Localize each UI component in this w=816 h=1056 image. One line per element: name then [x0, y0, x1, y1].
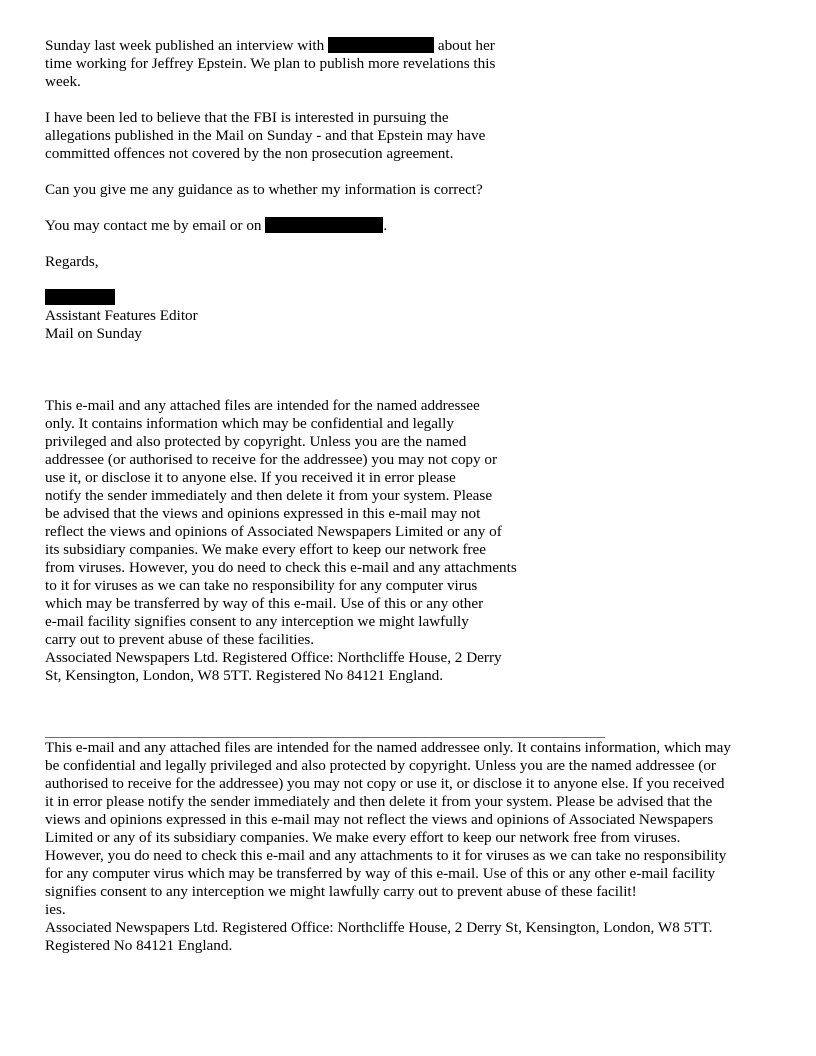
disclaimer-line: reflect the views and opinions of Associated Newspapers Limited or any of: [45, 523, 502, 540]
disclaimer-line: to it for viruses as we can take no responsibility for any computer virus: [45, 577, 478, 594]
disclaimer-wide: [45, 739, 731, 955]
registered-office-line: Associated Newspapers Ltd. Registered Office: Northcliffe House, 2 Derry St, Kensington, London, W8 5TT.: [45, 919, 713, 936]
disclaimer-line: for any computer virus which may be transferred by way of this e-mail. Use of this or any other e-mail facility: [45, 865, 716, 882]
disclaimer-narrow: [45, 397, 517, 685]
disclaimer-line: be confidential and legally privileged and also protected by copyright. Unless you are the named addressee (or: [45, 757, 716, 774]
separator-rule: [45, 737, 605, 738]
disclaimer-line: be advised that the views and opinions expressed in this e-mail may not: [45, 505, 481, 522]
registered-office-line: St, Kensington, London, W8 5TT. Registered No 84121 England.: [45, 667, 444, 684]
redaction-box: [328, 37, 434, 53]
fbi-line-1: I have been led to believe that the FBI is interested in pursuing the: [45, 109, 449, 126]
contact-after: .: [383, 217, 388, 234]
disclaimer-line: its subsidiary companies. We make every effort to keep our network free: [45, 541, 487, 558]
question-paragraph: [45, 181, 483, 199]
disclaimer-line: This e-mail and any attached files are intended for the named addressee: [45, 397, 480, 414]
intro-line-1-before: Sunday last week published an interview with: [45, 37, 329, 54]
disclaimer-line: use it, or disclose it to anyone else. If you received it in error please: [45, 469, 456, 486]
intro-paragraph: [45, 37, 495, 91]
disclaimer-line: views and opinions expressed in this e-mail may not reflect the views and opinions of Associated Newspapers: [45, 811, 714, 828]
registered-office-line: Registered No 84121 England.: [45, 937, 233, 954]
contact-paragraph: [45, 217, 387, 235]
signature-name-line: [45, 289, 198, 307]
disclaimer-line: from viruses. However, you do need to check this e-mail and any attachments: [45, 559, 517, 576]
disclaimer-line: it in error please notify the sender immediately and then delete it from your system. Please be advised that the: [45, 793, 713, 810]
signature-block: [45, 289, 198, 343]
signature-title: Assistant Features Editor: [45, 307, 198, 324]
question-line: Can you give me any guidance as to whether my information is correct?: [45, 181, 483, 198]
redaction-box: [265, 217, 383, 233]
registered-office-line: Associated Newspapers Ltd. Registered Office: Northcliffe House, 2 Derry: [45, 649, 502, 666]
intro-line-1-after: about her: [434, 37, 495, 54]
disclaimer-line: e-mail facility signifies consent to any interception we might lawfully: [45, 613, 469, 630]
intro-line-2: time working for Jeffrey Epstein. We plan to publish more revelations this: [45, 55, 496, 72]
contact-line: [45, 217, 387, 235]
fbi-line-3: committed offences not covered by the non prosecution agreement.: [45, 145, 454, 162]
disclaimer-line: privileged and also protected by copyright. Unless you are the named: [45, 433, 467, 450]
disclaimer-line: ies.: [45, 901, 66, 918]
fbi-line-2: allegations published in the Mail on Sunday - and that Epstein may have: [45, 127, 486, 144]
fbi-paragraph: [45, 109, 485, 163]
disclaimer-line: Limited or any of its subsidiary companies. We make every effort to keep our network free from viruses.: [45, 829, 681, 846]
contact-before: You may contact me by email or on: [45, 217, 266, 234]
intro-line-1: [45, 37, 495, 55]
intro-line-3: week.: [45, 73, 81, 90]
disclaimer-line: carry out to prevent abuse of these facilities.: [45, 631, 315, 648]
disclaimer-line: signifies consent to any interception we might lawfully carry out to prevent abuse of these facilit!: [45, 883, 637, 900]
regards-line: Regards,: [45, 253, 99, 270]
disclaimer-line: notify the sender immediately and then delete it from your system. Please: [45, 487, 493, 504]
redaction-box: [45, 289, 115, 305]
disclaimer-line: authorised to receive for the addressee) you may not copy or use it, or disclose it to anyone else. If you received: [45, 775, 725, 792]
regards-paragraph: [45, 253, 99, 271]
disclaimer-line: This e-mail and any attached files are intended for the named addressee only. It contains information, which may: [45, 739, 732, 756]
signature-publication: Mail on Sunday: [45, 325, 143, 342]
disclaimer-line: only. It contains information which may be confidential and legally: [45, 415, 454, 432]
disclaimer-line: However, you do need to check this e-mail and any attachments to it for viruses as we can take no responsibility: [45, 847, 727, 864]
disclaimer-line: which may be transferred by way of this e-mail. Use of this or any other: [45, 595, 484, 612]
disclaimer-line: addressee (or authorised to receive for the addressee) you may not copy or: [45, 451, 498, 468]
